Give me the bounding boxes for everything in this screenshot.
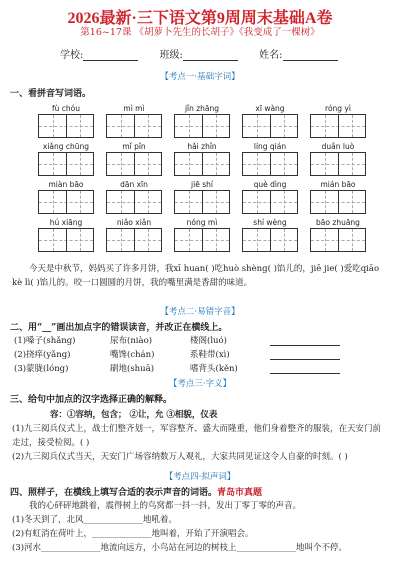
pinyin-label: què dìng (253, 180, 287, 189)
answer-box[interactable] (106, 114, 162, 138)
worksheet-subtitle: 第16~17课 《胡萝卜先生的长胡子》《我变成了一棵树》 (80, 27, 320, 38)
pronunciation-item: 刷地(shuā) (110, 364, 155, 374)
pinyin-label: hǎi zhǐn (187, 142, 217, 151)
answer-box[interactable] (242, 114, 298, 138)
pronunciation-item: 嘴馋(chán) (110, 350, 155, 360)
pinyin-label: mǐ pǐn (122, 142, 146, 151)
pronunciation-item: (1)嗓子(shǎng) (14, 336, 76, 346)
answer-box[interactable] (38, 152, 94, 176)
pinyin-label: hú xiāng (49, 218, 83, 227)
pinyin-label: jǐn zhāng (184, 104, 220, 113)
correction-line[interactable] (270, 350, 340, 360)
answer-box[interactable] (174, 152, 230, 176)
school-label: 学校: (60, 50, 84, 61)
answer-box[interactable] (106, 190, 162, 214)
correction-line[interactable] (270, 336, 340, 346)
answer-box[interactable] (38, 228, 94, 252)
pinyin-label: róng yì (325, 104, 351, 113)
pronunciation-item: 楼阁(luó) (190, 336, 227, 346)
answer-box[interactable] (174, 114, 230, 138)
answer-box[interactable] (310, 190, 366, 214)
answer-box[interactable] (38, 114, 94, 138)
section-4-line-3: (3)河水______________地流向远方，小鸟站在河边的树枝上______________地叫个不停。 (12, 543, 348, 553)
pronunciation-item: (2)挠痒(yǎng) (14, 350, 71, 360)
section-4-title (10, 485, 262, 498)
class-label: 班级: (159, 50, 183, 61)
answer-box[interactable] (174, 190, 230, 214)
answer-box[interactable] (38, 190, 94, 214)
section-1-title: 一、看拼音写词语。 (10, 89, 92, 99)
tag-3: 【考点三·字义】 (168, 379, 232, 389)
answer-box[interactable] (174, 228, 230, 252)
answer-box[interactable] (310, 114, 366, 138)
answer-box[interactable] (106, 228, 162, 252)
pinyin-label: duǎn luò (321, 142, 355, 151)
tag-2: 【考点二·易错字音】 (160, 307, 240, 317)
section-3-sentence-1: (1)九三阅兵仪式上，战士们整齐划一，军容整齐、盛大而隆重，他们身着整齐的服装，在天安门前走过，接受检阅。( ) (12, 424, 382, 448)
section-4-highlight: 青岛市真题 (217, 488, 263, 498)
section-2-title: 二、用“__”画出加点字的错误读音，并改正在横线上。 (10, 323, 228, 333)
answer-box[interactable] (310, 228, 366, 252)
pronunciation-item: 系鞋带(xì) (190, 350, 230, 360)
school-field[interactable] (83, 50, 138, 61)
pinyin-label: xī wàng (255, 104, 285, 113)
pinyin-label: miàn bāo (48, 180, 84, 189)
pinyin-label: mì mì (123, 104, 145, 113)
section-4-example: 我的心砰砰地跳着，震得树上的鸟窝都一抖一抖，发出丁零丁零的声音。 (29, 501, 302, 511)
pinyin-label: bāo zhuāng (316, 218, 360, 227)
pinyin-label: jiē shí (191, 180, 213, 189)
student-info (60, 46, 356, 61)
answer-box[interactable] (310, 152, 366, 176)
section-4-line-2: (2)有虹消在荷叶上，______________地叫着，开始了开演唱会。 (12, 529, 254, 539)
pronunciation-item: (3)蒙胧(lóng) (14, 364, 69, 374)
pronunciation-item: 嗜背头(kěn) (190, 364, 238, 374)
answer-box[interactable] (242, 152, 298, 176)
section-4-title-text: 四、照样子，在横线上填写合适的表示声音的词语。 (10, 488, 218, 498)
tag-4: 【考点四·拟声词】 (164, 472, 236, 482)
worksheet-title: 2026最新·三下语文第9周周末基础A卷 (67, 10, 333, 27)
pinyin-label: fù chóu (52, 104, 80, 113)
class-field[interactable] (183, 50, 238, 61)
answer-box[interactable] (242, 190, 298, 214)
answer-box[interactable] (106, 152, 162, 176)
name-label: 姓名: (259, 50, 283, 61)
section-3-options: 容：①容纳，包含； ②让，允 ③相貌，仪表 (50, 410, 218, 420)
section-3-sentence-2: (2)九三阅兵仪式当天，天安门广场容纳数万人观礼，大家共同见证这令人自豪的时刻。( ) (12, 452, 348, 462)
section-4-line-1: (1)冬天到了，北风______________地吼着。 (12, 515, 178, 525)
pinyin-label: líng qián (253, 142, 287, 151)
section-3-title: 三、给句中加点的汉字选择正确的解释。 (10, 395, 173, 405)
pronunciation-item: 尿布(niào) (110, 336, 153, 346)
pinyin-label: mián bāo (320, 180, 356, 189)
pinyin-label: nóng mì (186, 218, 218, 227)
section-1-paragraph: 今天是中秋节，妈妈买了许多月饼，我xī huan( )吃huò shèng( )馅儿的，jiē jie( )爱吃qiāo kè lì( )馅儿的。咬一口圆圆的月饼，我的嘴里满是香甜的味道。 (12, 264, 380, 288)
pinyin-label: dān xīn (120, 180, 148, 189)
pinyin-label: niǎo xiǎn (116, 218, 152, 227)
answer-box[interactable] (242, 228, 298, 252)
tag-1: 【考点一·基础字词】 (160, 72, 240, 82)
correction-line[interactable] (270, 364, 340, 374)
pinyin-label: xiǎng chūng (42, 142, 90, 151)
pinyin-label: shí wèng (253, 218, 287, 227)
name-field[interactable] (283, 50, 338, 61)
